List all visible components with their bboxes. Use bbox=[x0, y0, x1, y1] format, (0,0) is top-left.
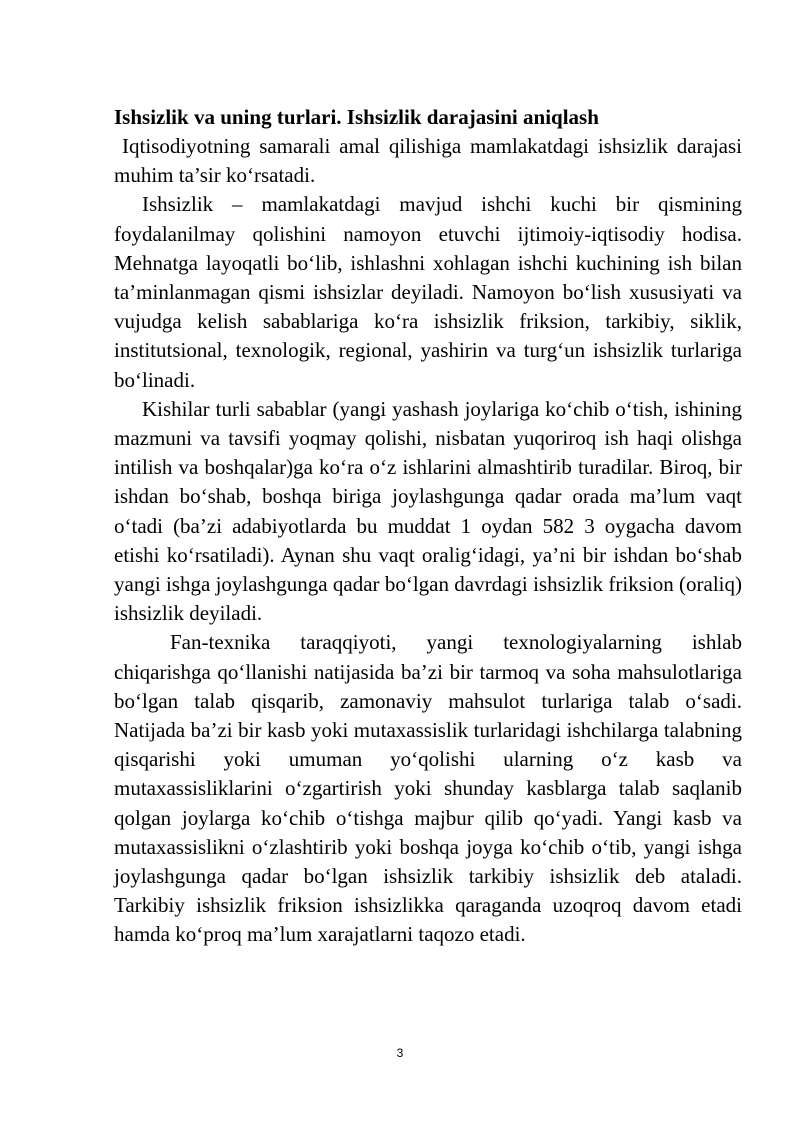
document-body bbox=[114, 103, 742, 950]
section-title: Ishsizlik va uning turlari. Ishsizlik darajasini aniqlash bbox=[114, 105, 599, 129]
page-number: 3 bbox=[396, 1046, 404, 1060]
paragraph-frictional-unemployment: Kishilar turli sabablar (yangi yashash joylariga ko‘chib o‘tish, ishining mazmuni va tavsifi yoqmay qolishi, nisbatan yuqoriroq ish haqi olishga intilish va boshqalar)ga ko‘ra o‘z ishlarini almashtirib turadilar. Biroq, bir ishdan bo‘shab, boshqa biriga joylashgunga qadar orada ma’lum vaqt o‘tadi (ba’zi adabiyotlarda bu muddat 1 oydan 582 3 oygacha davom etishi ko‘rsatiladi). Aynan shu vaqt oralig‘idagi, ya’ni bir ishdan bo‘shab yangi ishga joylashgunga qadar bo‘lgan davrdagi ishsizlik friksion (oraliq) ishsizlik deyiladi. bbox=[114, 396, 742, 626]
paragraph-structural-unemployment: Fan-texnika taraqqiyoti, yangi texnologiyalarning ishlab chiqarishga qo‘llanishi natijasida ba’zi bir tarmoq va soha mahsulotlariga bo‘lgan talab qisqarib, zamonaviy mahsulot turlariga talab o‘sadi. Natijada ba’zi bir kasb yoki mutaxassislik turlaridagi ishchilarga talabning qisqarishi yoki umuman yo‘qolishi ularning o‘z kasb va mutaxassisliklarini o‘zgartirish yoki shunday kasblarga talab saqlanib qolgan joylarga ko‘chib o‘tishga majbur qilib qo‘yadi. Yangi kasb va mutaxassislikni o‘zlashtirib yoki boshqa joyga ko‘chib o‘tib, yangi ishga joylashgunga qadar bo‘lgan ishsizlik tarkibiy ishsizlik deb ataladi. Tarkibiy ishsizlik friksion ishsizlikka qaraganda uzoqroq davom etadi hamda ko‘proq ma’lum xarajatlarni taqozo etadi. bbox=[114, 630, 742, 947]
paragraph-intro: Iqtisodiyotning samarali amal qilishiga mamlakatdagi ishsizlik darajasi muhim ta’sir ko‘rsatadi. bbox=[114, 134, 742, 188]
paragraph-definition: Ishsizlik – mamlakatdagi mavjud ishchi kuchi bir qismining foydalanilmay qolishini namoyon etuvchi ijtimoiy-iqtisodiy hodisa. Mehnatga layoqatli bo‘lib, ishlashni xohlagan ishchi kuchining ish bilan ta’minlanmagan qismi ishsizlar deyiladi. Namoyon bo‘lish xususiyati va vujudga kelish sabablariga ko‘ra ishsizlik friksion, tarkibiy, siklik, institutsional, texnologik, regional, yashirin va turg‘un ishsizlik turlariga bo‘linadi. bbox=[114, 192, 742, 392]
